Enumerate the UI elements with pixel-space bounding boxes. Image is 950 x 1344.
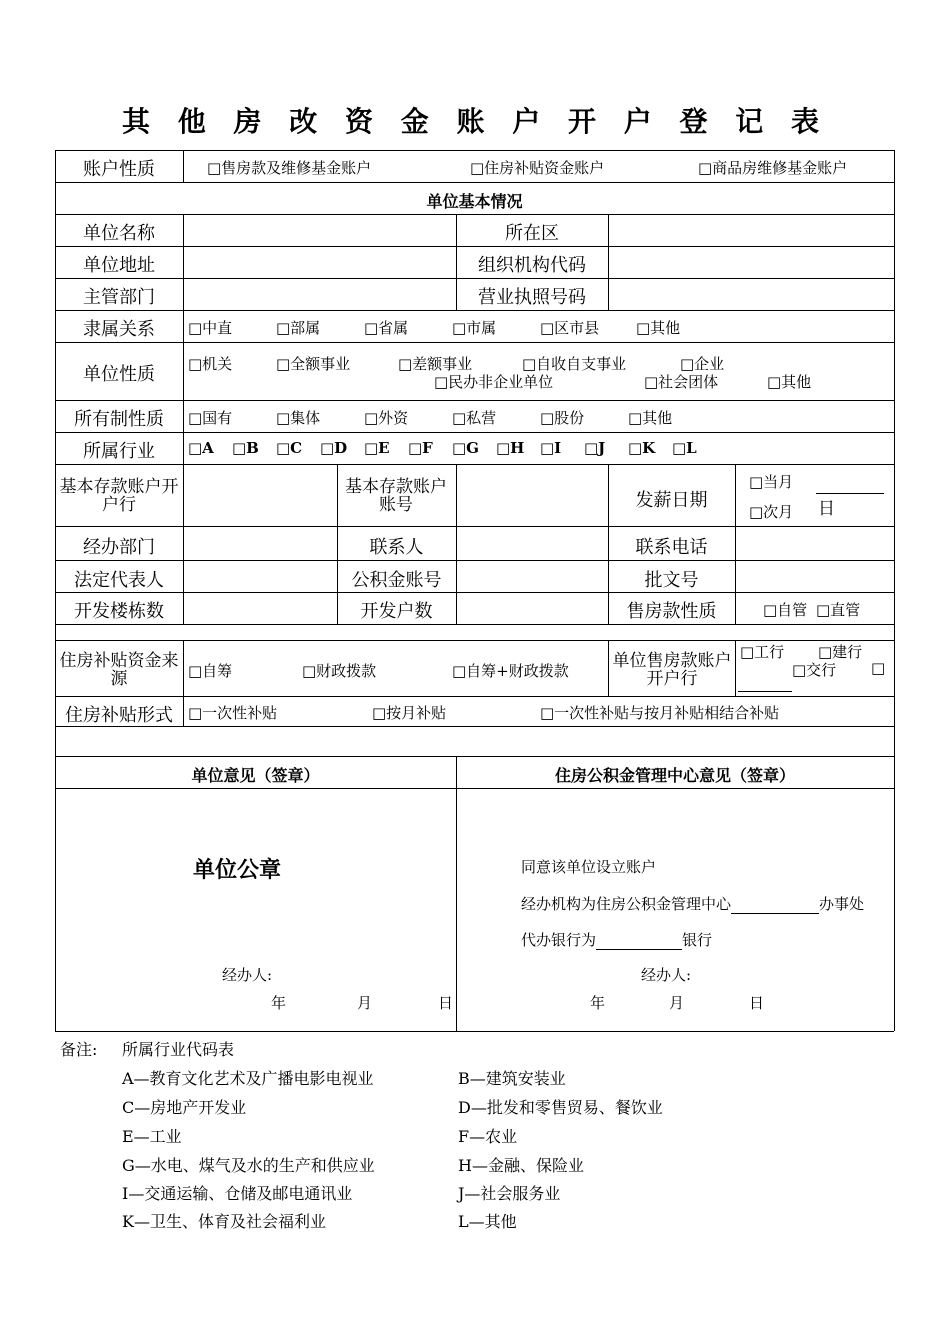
org-code-label: 组织机构代码 (478, 255, 586, 276)
dept-field[interactable] (184, 527, 336, 559)
center-agency-blank[interactable] (731, 895, 819, 914)
affiliation-option[interactable]: □中直 (188, 319, 233, 337)
unit-handler-label: 经办人: (222, 966, 273, 984)
industry-option[interactable]: □E (364, 439, 390, 457)
industry-code-item: K—卫生、体育及社会福利业 (122, 1212, 326, 1231)
unit-opinion-header: 单位意见（签章） (191, 766, 320, 785)
ownership-option[interactable]: □股份 (540, 409, 585, 427)
ownership-option[interactable]: □集体 (276, 409, 321, 427)
subsidy-source-option[interactable]: □自筹 (188, 662, 233, 680)
sale-bank-label: 单位售房款账户开户行 (612, 651, 732, 689)
sale-nature-label: 售房款性质 (626, 601, 717, 622)
payday-day-text: 日 (818, 499, 835, 519)
industry-option[interactable]: □I (540, 439, 562, 457)
unit-date-year: 年 (271, 994, 287, 1012)
center-agency-prefix: 经办机构为住房公积金管理中心 (521, 895, 732, 913)
center-date-day: 日 (749, 994, 765, 1012)
industry-code-item: A—教育文化艺术及广播电影电视业 (122, 1069, 374, 1088)
industry-option[interactable]: □C (276, 439, 303, 457)
ownership-option[interactable]: □外资 (364, 409, 409, 427)
approval-no-field[interactable] (736, 561, 893, 591)
subsidy-form-label: 住房补贴形式 (65, 705, 173, 726)
supervisor-label: 主管部门 (83, 287, 155, 308)
legal-rep-field[interactable] (184, 561, 336, 591)
unit-nature-option[interactable]: □全额事业 (276, 355, 351, 373)
center-date-month: 月 (669, 994, 685, 1012)
unit-address-field[interactable] (184, 247, 455, 277)
industry-code-item: B—建筑安装业 (458, 1069, 566, 1088)
unit-nature-option[interactable]: □机关 (188, 355, 233, 373)
affiliation-option[interactable]: □省属 (364, 319, 409, 337)
building-field[interactable] (184, 593, 336, 623)
basic-bank-field[interactable] (184, 465, 336, 525)
phone-label: 联系电话 (635, 537, 708, 558)
ownership-option[interactable]: □其他 (628, 409, 673, 427)
subsidy-source-option[interactable]: □自筹+财政拨款 (452, 662, 569, 680)
contact-label: 联系人 (369, 537, 424, 558)
industry-option[interactable]: □F (408, 439, 433, 457)
ownership-label: 所有制性质 (74, 409, 164, 430)
payday-option-next[interactable]: □次月 (749, 503, 794, 521)
sale-nature-option[interactable]: □直管 (816, 601, 861, 619)
industry-option[interactable]: □D (320, 439, 348, 457)
subsidy-form-option[interactable]: □一次性补贴与按月补贴相结合补贴 (540, 704, 780, 722)
form-title: 其 他 房 改 资 金 账 户 开 户 登 记 表 (122, 105, 828, 138)
unit-name-label: 单位名称 (83, 223, 155, 244)
unit-date-day: 日 (438, 994, 454, 1012)
industry-code-item: D—批发和零售贸易、餐饮业 (458, 1098, 663, 1117)
account-type-option-sale[interactable]: □售房款及维修基金账户 (207, 159, 372, 177)
supervisor-field[interactable] (184, 279, 455, 309)
center-bank-prefix: 代办银行为 (521, 931, 597, 949)
affiliation-option[interactable]: □区市县 (540, 319, 600, 337)
industry-label: 所属行业 (83, 441, 155, 462)
center-bank-blank[interactable] (596, 931, 682, 950)
center-bank-suffix: 银行 (682, 931, 713, 949)
license-no-field[interactable] (609, 279, 893, 309)
account-type-option-subsidy[interactable]: □住房补贴资金账户 (470, 159, 605, 177)
bank-option[interactable]: □交行 (792, 661, 837, 679)
industry-code-item: C—房地产开发业 (122, 1098, 247, 1117)
affiliation-option[interactable]: □市属 (452, 319, 497, 337)
center-date-year: 年 (590, 994, 606, 1012)
industry-code-item: E—工业 (122, 1127, 182, 1146)
unit-nature-option[interactable]: □其他 (767, 373, 812, 391)
subsidy-form-option[interactable]: □按月补贴 (372, 704, 447, 722)
households-label: 开发户数 (360, 601, 433, 622)
industry-code-item: I—交通运输、仓储及邮电通讯业 (122, 1184, 353, 1203)
industry-code-item: G—水电、煤气及水的生产和供应业 (122, 1156, 375, 1175)
notes-title: 所属行业代码表 (122, 1040, 235, 1059)
center-opinion-header: 住房公积金管理中心意见（签章） (554, 766, 795, 785)
center-handler-label: 经办人: (641, 966, 692, 984)
district-label: 所在区 (505, 223, 559, 244)
basic-bank-label: 基本存款账户开户行 (59, 477, 179, 515)
affiliation-option[interactable]: □部属 (276, 319, 321, 337)
fund-account-label: 公积金账号 (351, 570, 442, 591)
ownership-option[interactable]: □私营 (452, 409, 497, 427)
unit-nature-option[interactable]: □社会团体 (644, 373, 719, 391)
bank-other-line[interactable] (738, 691, 792, 692)
legal-rep-label: 法定代表人 (74, 570, 164, 591)
subsidy-source-option[interactable]: □财政拨款 (302, 662, 377, 680)
basic-account-field[interactable] (457, 465, 607, 525)
bank-option[interactable]: □建行 (818, 643, 863, 661)
bank-option[interactable]: □ (871, 659, 886, 677)
account-type-option-commercial[interactable]: □商品房维修基金账户 (698, 159, 848, 177)
approval-no-label: 批文号 (644, 570, 699, 591)
org-code-field[interactable] (609, 247, 893, 277)
subsidy-form-option[interactable]: □一次性补贴 (188, 704, 278, 722)
industry-option[interactable]: □K (628, 439, 656, 457)
industry-option[interactable]: □G (452, 439, 479, 457)
industry-code-item: J—社会服务业 (458, 1184, 561, 1203)
basic-account-label: 基本存款账户账号 (345, 477, 447, 515)
industry-option[interactable]: □H (496, 439, 525, 457)
center-agency-line (521, 893, 864, 914)
industry-option[interactable]: □A (188, 439, 214, 457)
payday-label: 发薪日期 (635, 490, 708, 511)
fund-account-field[interactable] (457, 561, 607, 591)
industry-code-item: L—其他 (458, 1212, 517, 1231)
unit-name-field[interactable] (184, 215, 455, 245)
account-type-label: 账户性质 (83, 159, 155, 180)
phone-field[interactable] (736, 527, 893, 559)
affiliation-label: 隶属关系 (83, 319, 155, 340)
center-agree-text: 同意该单位设立账户 (521, 858, 657, 876)
center-bank-line (521, 929, 712, 950)
industry-option[interactable]: □B (232, 439, 259, 457)
contact-field[interactable] (457, 527, 607, 559)
unit-nature-option[interactable]: □民办非企业单位 (434, 373, 554, 391)
affiliation-option[interactable]: □其他 (636, 319, 681, 337)
subsidy-source-label: 住房补贴资金来源 (59, 651, 179, 689)
building-label: 开发楼栋数 (74, 601, 164, 622)
ownership-option[interactable]: □国有 (188, 409, 233, 427)
households-field[interactable] (457, 593, 607, 623)
industry-code-item: F—农业 (458, 1127, 518, 1146)
unit-nature-label: 单位性质 (83, 364, 155, 385)
industry-code-item: H—金融、保险业 (458, 1156, 584, 1175)
section-basic-header: 单位基本情况 (426, 192, 523, 211)
dept-label: 经办部门 (83, 537, 155, 558)
unit-date-month: 月 (357, 994, 373, 1012)
unit-address-label: 单位地址 (83, 255, 155, 276)
notes-prefix: 备注: (60, 1040, 98, 1059)
unit-nature-option[interactable]: □企业 (680, 355, 725, 373)
unit-nature-option[interactable]: □差额事业 (398, 355, 473, 373)
payday-option-current[interactable]: □当月 (749, 473, 794, 491)
bank-option[interactable]: □工行 (740, 643, 785, 661)
district-field[interactable] (609, 215, 893, 245)
sale-nature-option[interactable]: □自管 (763, 601, 808, 619)
license-no-label: 营业执照号码 (478, 287, 586, 308)
unit-seal-text: 单位公章 (193, 858, 282, 883)
unit-nature-option[interactable]: □自收自支事业 (522, 355, 627, 373)
industry-option[interactable]: □J (584, 439, 606, 457)
industry-option[interactable]: □L (672, 439, 697, 457)
center-opinion-body (457, 789, 893, 1030)
center-agency-suffix: 办事处 (819, 895, 865, 913)
